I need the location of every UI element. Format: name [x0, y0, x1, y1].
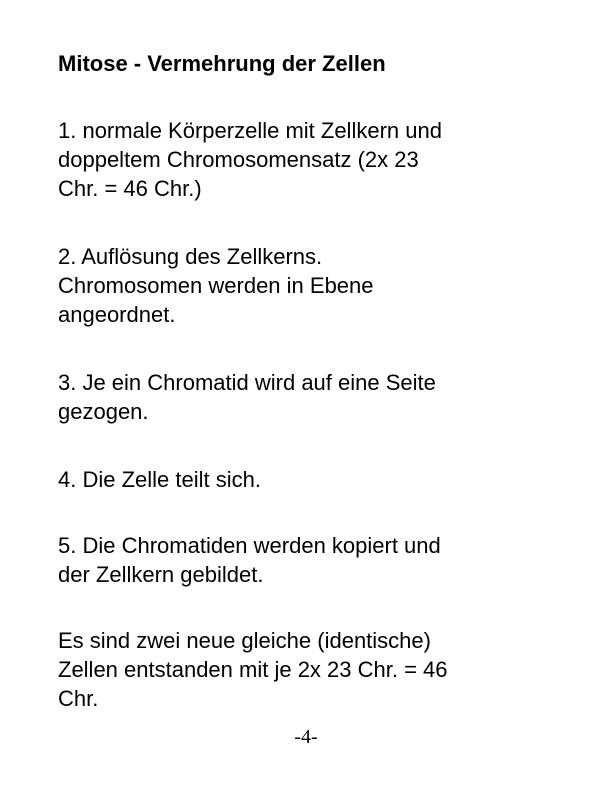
- step-1-paragraph: [58, 116, 558, 203]
- paragraph-line: Chr.: [58, 686, 99, 711]
- conclusion-paragraph: [58, 626, 558, 713]
- paragraph-line: Chromosomen werden in Ebene: [58, 273, 374, 298]
- step-5-paragraph: [58, 531, 558, 589]
- paragraph-line: 3. Je ein Chromatid wird auf eine Seite: [58, 370, 436, 395]
- paragraph-line: doppeltem Chromosomensatz (2x 23: [58, 147, 419, 172]
- document-title: Mitose - Vermehrung der Zellen: [58, 51, 386, 76]
- paragraph-line: 1. normale Körperzelle mit Zellkern und: [58, 118, 442, 143]
- page-number: -4-: [294, 726, 318, 748]
- paragraph-line: gezogen.: [58, 399, 149, 424]
- paragraph-line: der Zellkern gebildet.: [58, 562, 264, 587]
- paragraph-line: angeordnet.: [58, 302, 176, 327]
- step-4-paragraph: [58, 465, 558, 494]
- paragraph-line: Chr. = 46 Chr.): [58, 176, 202, 201]
- paragraph-line: 4. Die Zelle teilt sich.: [58, 467, 261, 492]
- step-3-paragraph: [58, 368, 558, 426]
- paragraph-line: Zellen entstanden mit je 2x 23 Chr. = 46: [58, 657, 448, 682]
- step-2-paragraph: [58, 242, 558, 329]
- paragraph-line: Es sind zwei neue gleiche (identische): [58, 628, 431, 653]
- paragraph-line: 2. Auflösung des Zellkerns.: [58, 244, 323, 269]
- paragraph-line: 5. Die Chromatiden werden kopiert und: [58, 533, 441, 558]
